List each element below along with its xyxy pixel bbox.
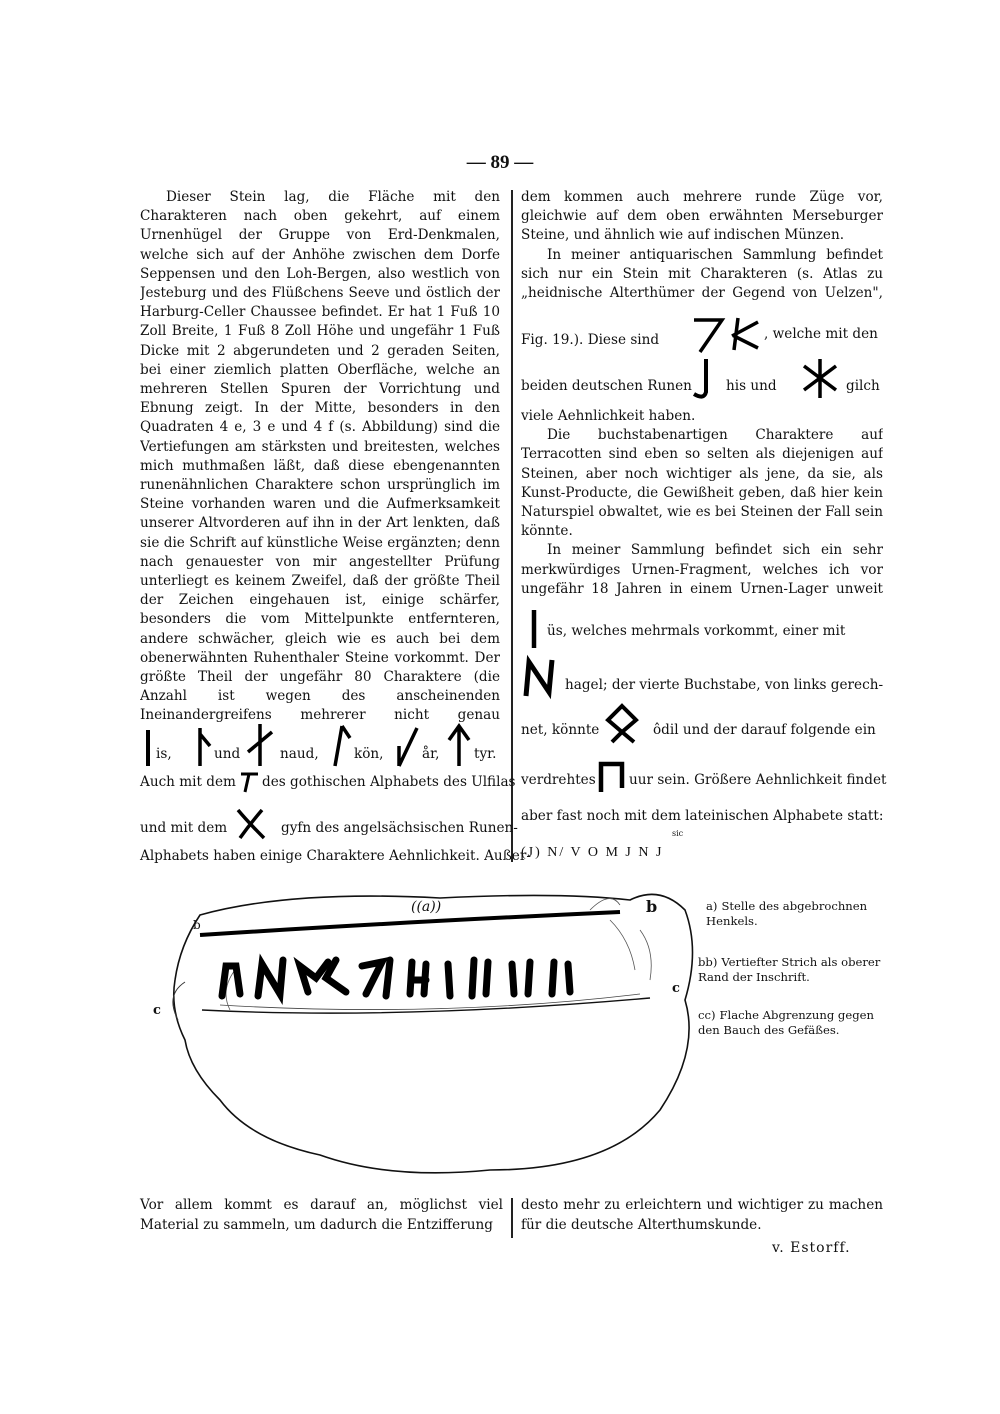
rune-kaun-glyph <box>195 726 213 768</box>
figure-label-b-left: b <box>193 918 201 932</box>
rune-tyr-glyph <box>447 722 471 768</box>
column-rule <box>511 190 513 862</box>
runen-line-mid: his und <box>726 378 777 394</box>
closing-right: desto mehr zu erleichtern und wichtiger zu machen für die deutsche Alterthumskunde. <box>521 1197 883 1233</box>
figure-label-b-right: b <box>646 897 658 916</box>
right-paragraph-3: viele Aehnlichkeit haben. <box>521 408 696 424</box>
left-paragraph: Dieser Stein lag, die Fläche mit den Charakteren nach oben gekehrt, auf einem Urnenhügel der Gruppe von Erd-Denkmalen, welche sich auf der Anhöhe zwischen dem Dorfe Seppensen und den Loh-Bergen, also westlich von Jesteburg und des Flüßchens Seeve und östlich der Harburg-Celler Chaussee befindet. Er hat 1 Fuß 10 Zoll Breite, 1 Fuß 8 Zoll Höhe und ungefähr 1 Fuß Dicke mit 2 abgerundeten und 2 geraden Seiten, bei einer ziemlich platten Oberfläche, welche an mehreren Stellen Spuren der Vorrichtung und Ebnung zeigt. In der Mitte, besonders in den Quadraten 4 e, 3 e und 4 f (s. Abbildung) sind die Vertiefungen am stärksten und breitesten, welches mich muthmaßen läßt, daß diese ebengenannten runenähnlichen Charaktere schon ursprünglich im Steine vorhanden waren und die Aufmerksamkeit unserer Altvorderen auf ihn in der Art lenkten, daß sie die Schrift auf künstliche Weise ergänzten; denn nach genauester von mir angestellter Prüfung unterliegt es keinem Zweifel, daß der größte Theil der Zeichen eingehauen ist, einige schärfer, besonders die vom Mittelpunkte entfernteren, andere schwächer, gleich wie es auch bei dem obenerwähnten Ruhenthaler Steine vorkommt. Der größte Theil der ungefähr 80 Charaktere (die Anzahl ist wegen des anscheinenden Ineinandergreifens mehrerer nicht genau <box>140 189 500 723</box>
page-number: — 89 — <box>466 152 534 173</box>
fig-line-end: , welche mit den <box>764 326 878 342</box>
rune-kon-glyph <box>330 722 352 768</box>
rune-label-kon: kön, <box>354 746 384 762</box>
signature: v. Estorff. <box>772 1240 851 1256</box>
right-paragraph-5: In meiner Sammlung befindet sich ein sehr merkwürdiges Urnen-Fragment, welches ich vor ungefähr 18 Jahren in einem Urnen-Lager unweit <box>521 542 883 597</box>
rune-label-is: is, <box>156 746 172 762</box>
figure-label-a: ((a)) <box>411 899 442 915</box>
rune-is-glyph <box>142 728 154 768</box>
inscription-glyphs <box>222 960 570 996</box>
rune-jk-glyph <box>688 314 762 356</box>
right-column-top <box>521 188 883 300</box>
runen-line-start: beiden deutschen Runen <box>521 378 692 394</box>
right-paragraph-4: Die buchstabenartigen Charaktere auf Terracotten sind eben so selten als diejenigen auf Steinen, aber noch wichtiger als jene, da sie, als Kunst-Producte, die Gewißheit geben, daß hier kein Naturspiel obwaltet, wie es bei Steinen der Fall sein könnte. <box>521 427 883 540</box>
latin-letters: (J) N/ V O M J N J <box>521 845 664 860</box>
closing-left: Vor allem kommt es darauf an, möglichst viel Material zu sammeln, um dadurch die Entzifferung <box>140 1197 503 1233</box>
rune-ar-glyph <box>395 724 421 768</box>
figure-note-cc: cc) Flache Abgrenzung gegen den Bauch des Gefäßes. <box>698 1008 874 1037</box>
right-paragraph-2: In meiner antiquarischen Sammlung befindet sich nur ein Stein mit Charakteren (s. Atlas zu „heidnische Alterthümer der Gegend von Uelzen", <box>521 246 883 300</box>
figure-label-c-left: c <box>153 1003 161 1018</box>
rune-odil-glyph <box>602 702 642 744</box>
ags-line-start: und mit dem <box>140 820 228 836</box>
gothic-t-glyph <box>238 770 260 794</box>
latin-intro: aber fast noch mit dem lateinischen Alphabete statt: <box>521 808 884 824</box>
rune-label-und: und <box>214 746 241 762</box>
rune-label-naud: naud, <box>280 746 319 762</box>
right-paragraph-1: dem kommen auch mehrere runde Züge vor, gleichwie auf dem oben erwähnten Merseburger Steine, und ähnlich wie auf indischen Münzen. <box>521 189 883 244</box>
figure-label-c-right: c <box>672 981 680 996</box>
fig-line-start: Fig. 19.). Diese sind <box>521 332 660 348</box>
rune-label-ar: år, <box>422 746 440 762</box>
rune-naud-glyph <box>244 722 276 768</box>
ags-line-end: gyfn des angelsächsischen Runen- <box>281 820 518 836</box>
rune-gilch-glyph <box>800 356 840 400</box>
odil-line-start: net, könnte <box>521 722 600 738</box>
figure-note-a: a) Stelle des abgebrochnen Henkels. <box>706 899 868 928</box>
hagel-line: hagel; der vierte Buchstabe, von links gerech- <box>565 677 884 693</box>
rune-label-tyr: tyr. <box>474 746 497 762</box>
left-last-line: Alphabets haben einige Charaktere Aehnlichkeit. Außer- <box>140 848 531 864</box>
us-line: üs, welches mehrmals vorkommt, einer mit <box>547 623 846 639</box>
urn-fragment-figure <box>140 870 700 1190</box>
left-column <box>140 188 500 723</box>
figure-note-bb: bb) Vertiefter Strich als oberer Rand der Inschrift. <box>698 955 881 984</box>
goth-line-end: des gothischen Alphabets des Ulfilas <box>262 774 516 790</box>
right-column-middle <box>521 407 883 599</box>
rune-hagel-glyph <box>521 658 557 698</box>
runen-line-end: gilch <box>846 378 880 394</box>
ur-line-start: verdrehtes <box>521 772 596 788</box>
sic-note: sic <box>672 829 684 838</box>
odil-line-end: ôdil und der darauf folgende ein <box>653 722 876 738</box>
gyfn-x-glyph <box>234 806 268 842</box>
rune-his-glyph <box>688 356 716 402</box>
rune-ur-glyph <box>596 758 628 794</box>
ur-line-end: uur sein. Größere Aehnlichkeit findet <box>629 772 887 788</box>
rune-us-glyph <box>527 608 541 650</box>
goth-line-start: Auch mit dem <box>140 774 236 790</box>
closing-rule <box>511 1198 513 1238</box>
